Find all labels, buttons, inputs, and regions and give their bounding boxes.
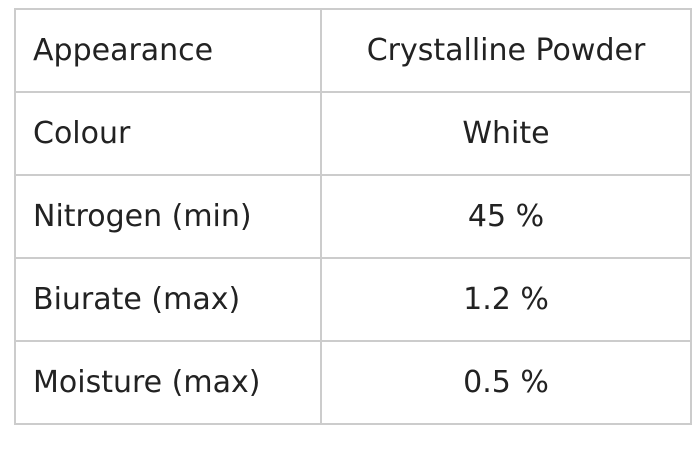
property-cell: Moisture (max) — [15, 341, 321, 424]
table-row — [15, 175, 691, 258]
table-row — [15, 9, 691, 92]
table-row — [15, 341, 691, 424]
value-cell: 1.2 % — [321, 258, 691, 341]
table-row — [15, 92, 691, 175]
value-cell: Crystalline Powder — [321, 9, 691, 92]
property-cell: Nitrogen (min) — [15, 175, 321, 258]
value-cell: 0.5 % — [321, 341, 691, 424]
specification-table — [14, 8, 692, 425]
property-cell: Biurate (max) — [15, 258, 321, 341]
value-cell: 45 % — [321, 175, 691, 258]
property-cell: Colour — [15, 92, 321, 175]
table-row — [15, 258, 691, 341]
value-cell: White — [321, 92, 691, 175]
property-cell: Appearance — [15, 9, 321, 92]
